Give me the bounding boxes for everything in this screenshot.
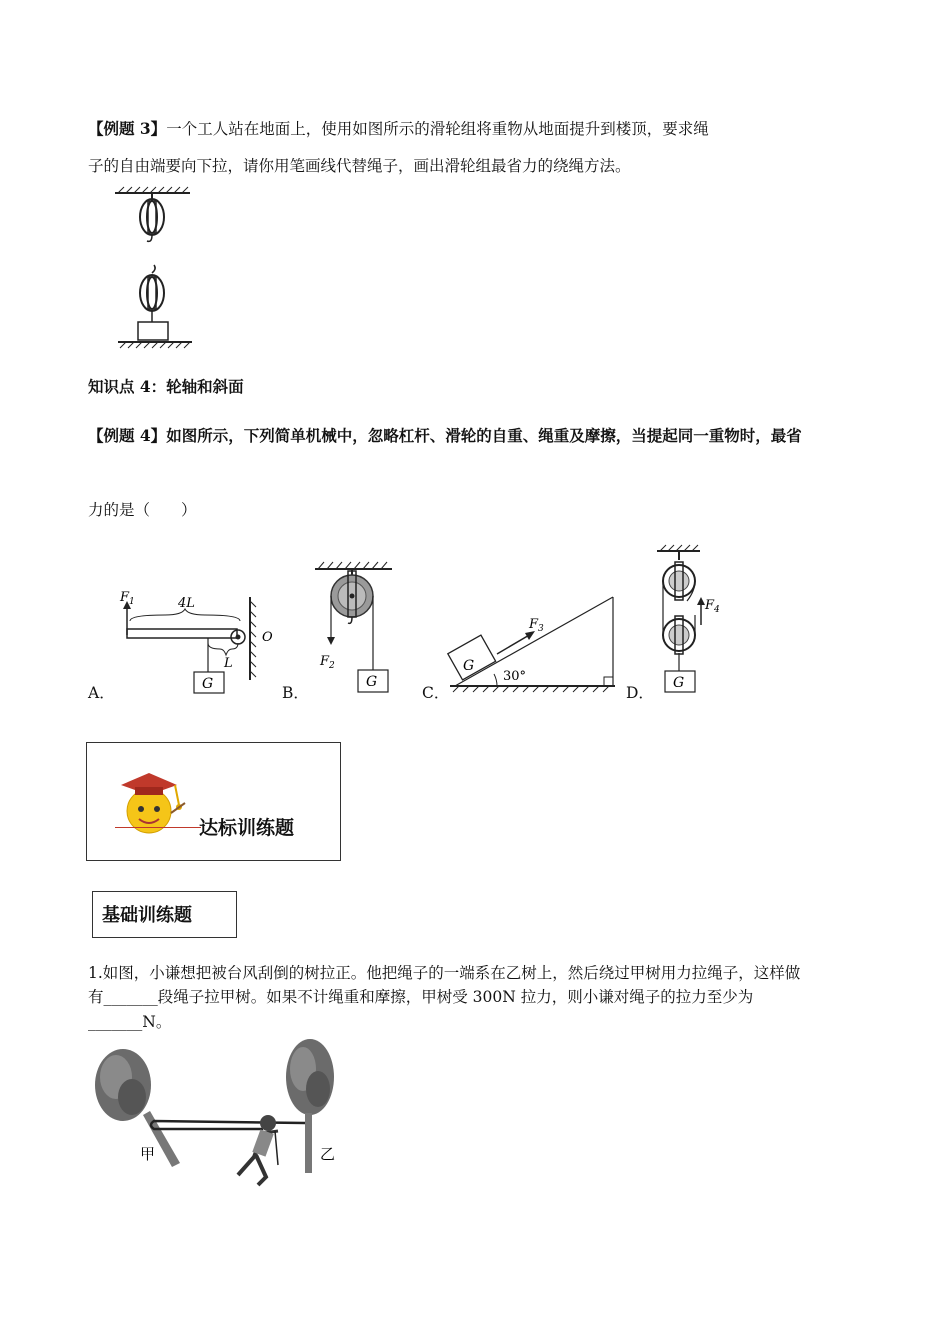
tree-pulling-illustration bbox=[88, 1035, 343, 1195]
weight-g-label-b: G bbox=[366, 674, 378, 690]
f3-label: $F_3$ bbox=[529, 617, 544, 634]
example-4-line-1 bbox=[88, 425, 802, 447]
pulley-block-figure bbox=[652, 543, 727, 698]
person-icon bbox=[238, 1115, 278, 1185]
example-3-text-1: 一个工人站在地面上，使用如图所示的滑轮组将重物从地面提升到楼顶，要求绳 bbox=[166, 120, 709, 138]
weight-g-label-c: G bbox=[463, 658, 475, 674]
question-1-line-2: 有_______段绳子拉甲树。如果不计绳重和摩擦，甲树受 300N 拉力，则小谦对绳子的拉力至少为 bbox=[88, 988, 754, 1006]
section-banner-title: 达标训练题 bbox=[199, 817, 295, 839]
inclined-plane-figure bbox=[445, 590, 620, 698]
sub-section-title: 基础训练题 bbox=[102, 905, 192, 926]
option-b-label: B． bbox=[282, 684, 309, 702]
weight-g-label-a: G bbox=[202, 676, 214, 692]
tree-b-label: 乙 bbox=[320, 1145, 336, 1163]
angle-30-label: 30° bbox=[503, 669, 527, 684]
fixed-pulley-figure bbox=[312, 557, 397, 697]
knowledge-point-4-heading: 知识点 4：轮轴和斜面 bbox=[88, 377, 244, 396]
pulley-system-figure bbox=[110, 185, 200, 350]
option-a-label: A． bbox=[88, 684, 115, 702]
f1-label: $F_1$ bbox=[120, 590, 135, 607]
option-c-label: C． bbox=[422, 684, 450, 702]
tree-a-icon bbox=[95, 1049, 180, 1167]
tree-a-label: 甲 bbox=[140, 1145, 156, 1163]
f4-label: $F_4$ bbox=[705, 598, 720, 615]
example-3-line-2: 子的自由端要向下拉，请你用笔画线代替绳子，画出滑轮组最省力的绕绳方法。 bbox=[88, 157, 631, 175]
pivot-o-label: O bbox=[262, 630, 273, 645]
weight-g-label-d: G bbox=[673, 675, 685, 691]
section-banner bbox=[86, 742, 341, 861]
example-4-line-2: 力的是（ ） bbox=[88, 501, 197, 519]
example-4-tag: 【例题 4】 bbox=[88, 426, 167, 445]
option-d-label: D． bbox=[626, 684, 654, 702]
length-4l-label: 4L bbox=[178, 596, 195, 611]
example-4-text-1: 如图所示，下列简单机械中，忽略杠杆、滑轮的自重、绳重及摩擦，当提起同一重物时，最省 bbox=[166, 426, 802, 445]
f2-label: $F_2$ bbox=[320, 654, 335, 671]
banner-underline bbox=[115, 827, 201, 828]
lever-figure bbox=[110, 585, 285, 697]
example-3-tag: 【例题 3】 bbox=[88, 119, 167, 138]
mascot-icon bbox=[105, 753, 195, 843]
example-3-line-1 bbox=[88, 118, 709, 140]
length-l-label: L bbox=[224, 656, 233, 671]
sub-section-box bbox=[92, 891, 237, 938]
question-1-line-1: 1.如图，小谦想把被台风刮倒的树拉正。他把绳子的一端系在乙树上，然后绕过甲树用力拉绳子，这样做 bbox=[88, 964, 801, 982]
question-1-line-3: _______N。 bbox=[88, 1013, 172, 1031]
